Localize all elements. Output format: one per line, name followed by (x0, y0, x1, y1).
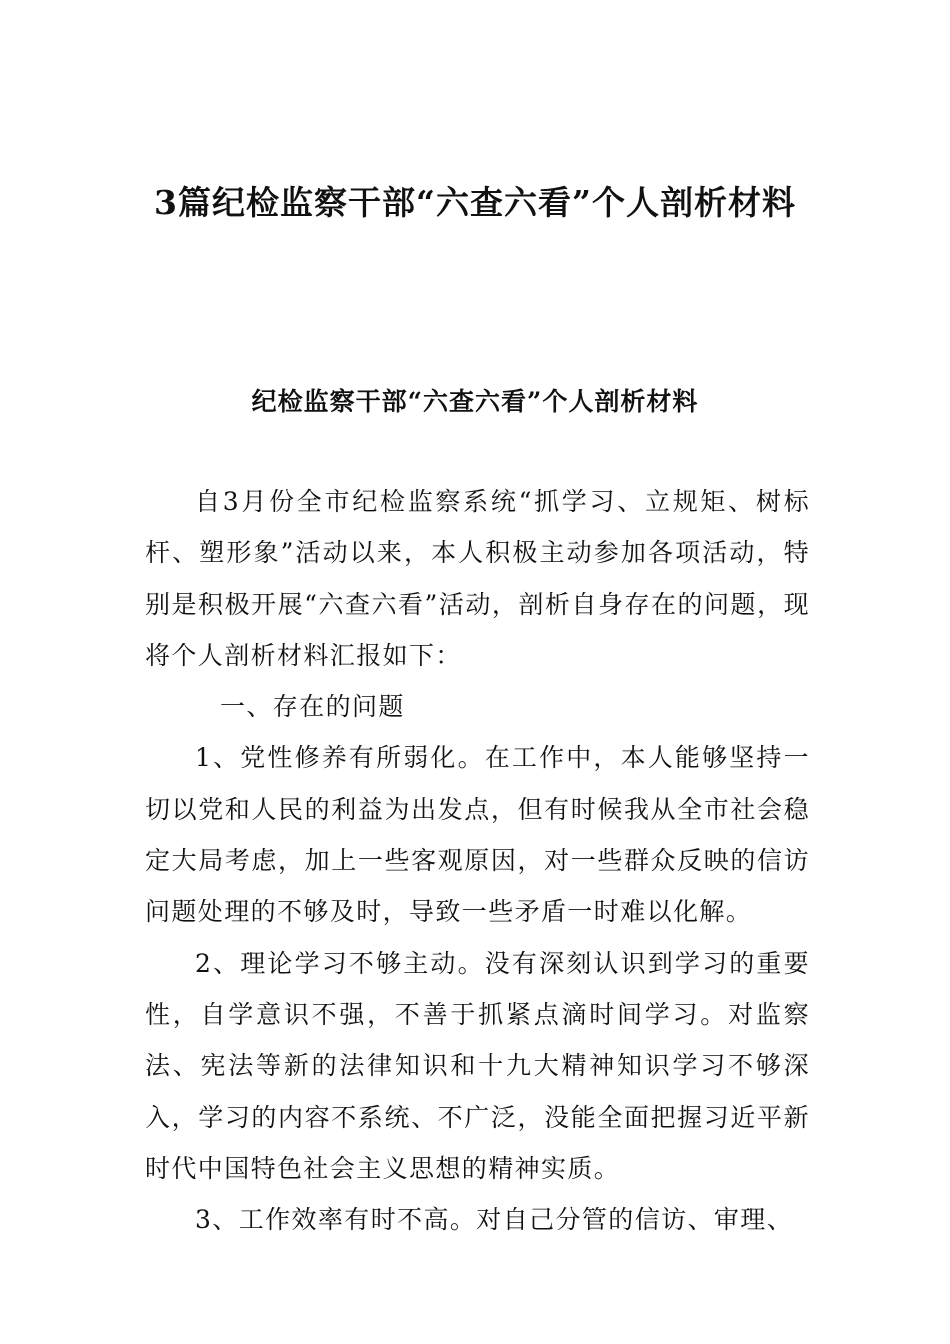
intro-paragraph: 自3月份全市纪检监察系统“抓学习、立规矩、树标杆、塑形象”活动以来，本人积极主动参加各项活动，特别是积极开展“六查六看”活动，剖析自身存在的问题，现将个人剖析材料汇报如下： (145, 487, 810, 670)
document-body (145, 476, 810, 1245)
problem-item-2: 2、理论学习不够主动。没有深刻认识到学习的重要性，自学意识不强，不善于抓紧点滴时间学习。对监察法、宪法等新的法律知识和十九大精神知识学习不够深入，学习的内容不系统、不广泛，没能全面把握习近平新时代中国特色社会主义思想的精神实质。 (145, 948, 810, 1183)
problem-item-3: 3、工作效率有时不高。对自己分管的信访、审理、 (195, 1205, 794, 1235)
document-title: 3篇纪检监察干部“六查六看”个人剖析材料 (154, 183, 796, 222)
section-title: 纪检监察干部“六查六看”个人剖析材料 (251, 387, 699, 416)
section-heading: 一、存在的问题 (220, 692, 405, 722)
problem-item-1: 1、党性修养有所弱化。在工作中，本人能够坚持一切以党和人民的利益为出发点，但有时候我从全市社会稳定大局考虑，加上一些客观原因，对一些群众反映的信访问题处理的不够及时，导致一些矛盾一时难以化解。 (145, 743, 810, 927)
